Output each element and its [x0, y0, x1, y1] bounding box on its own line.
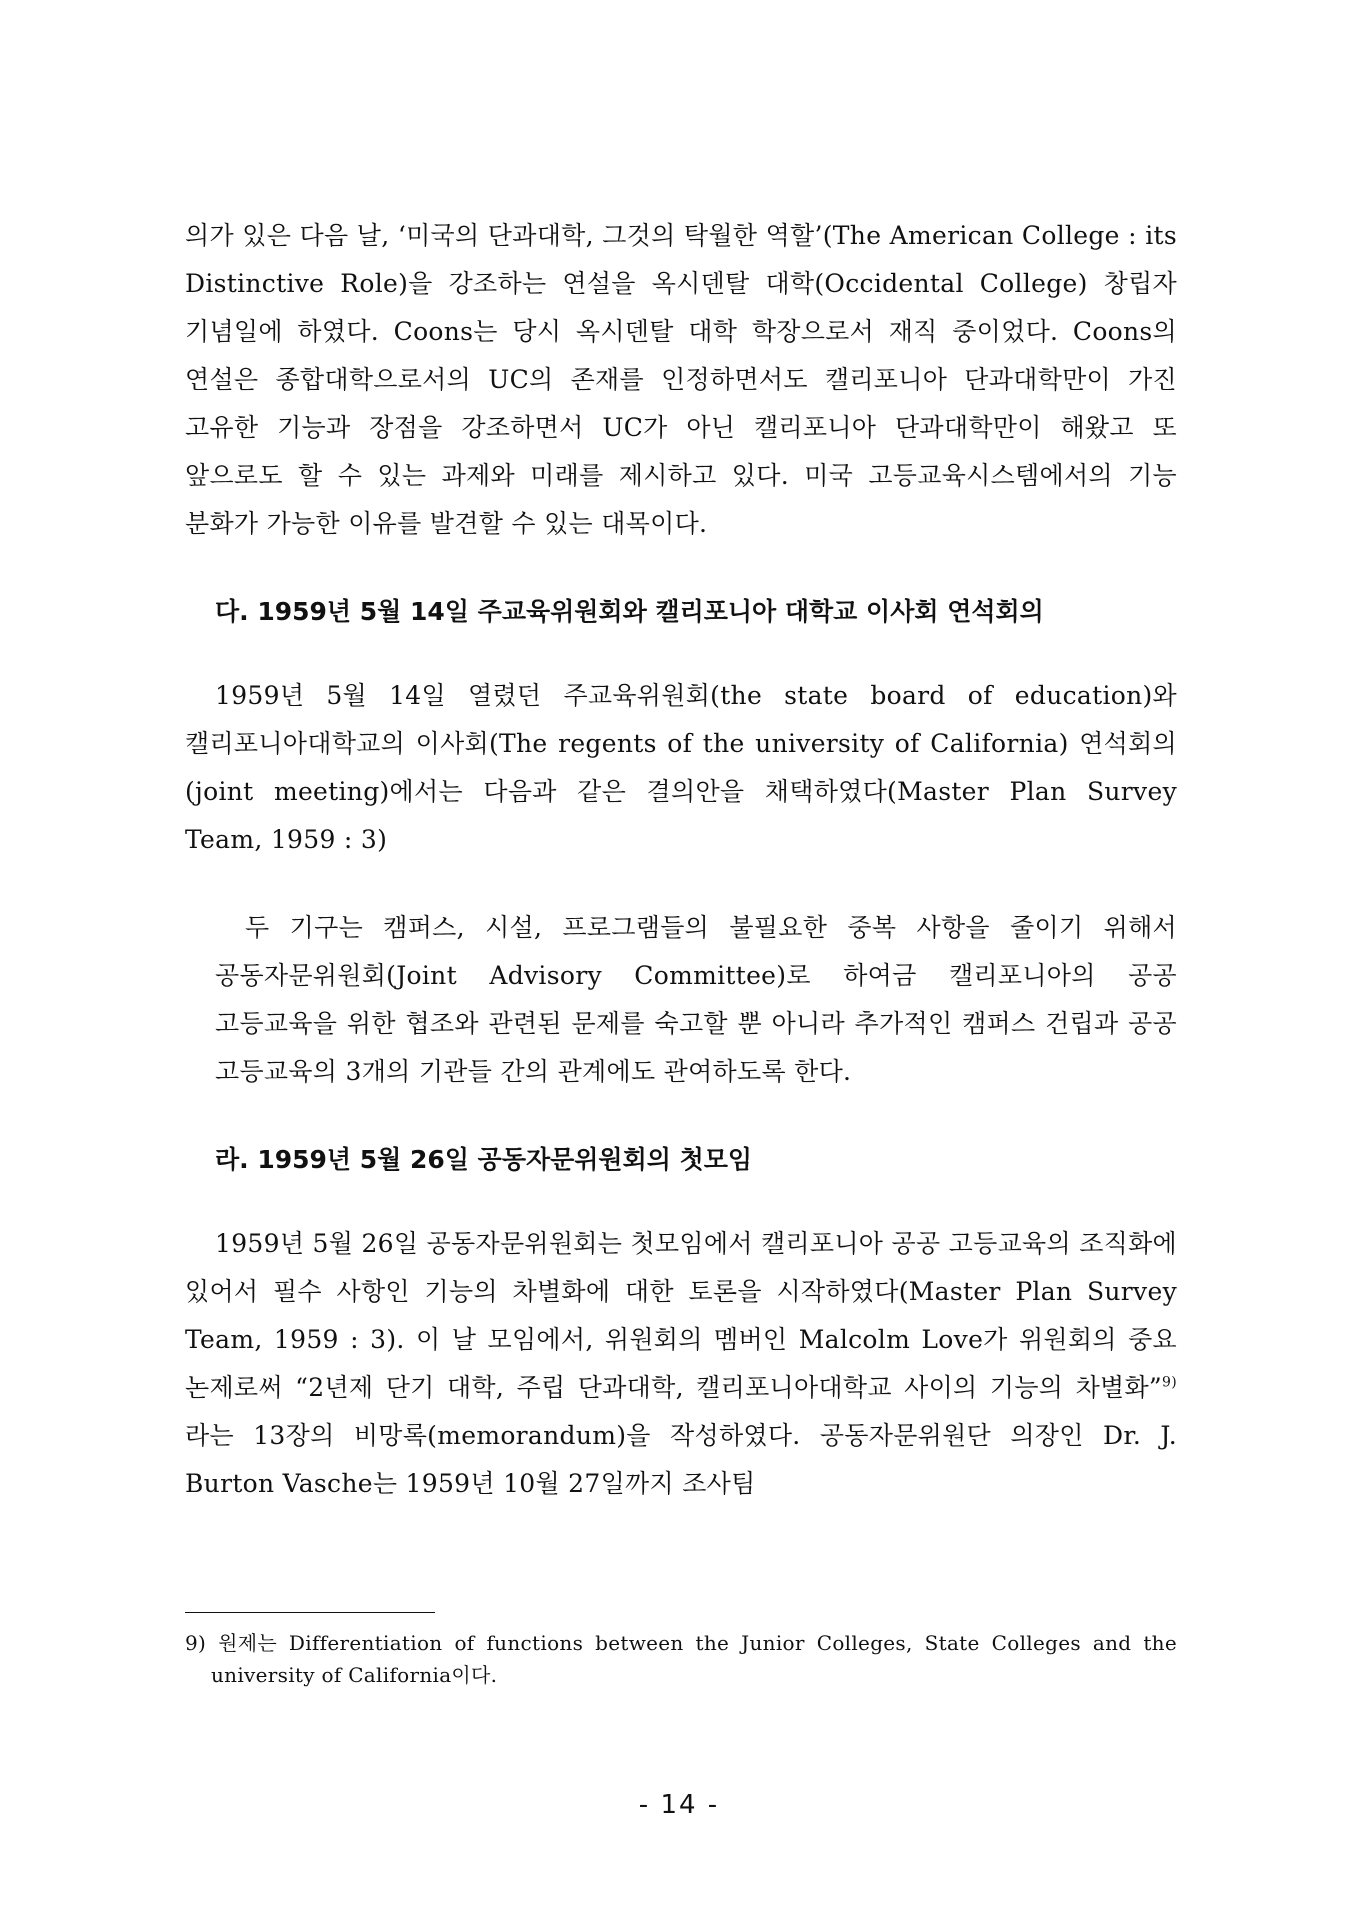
paragraph-first-meeting-text-cont: 라는 13장의 비망록(memorandum)을 작성하였다. 공동자문위원단 의장인 Dr. J. Burton Vasche는 1959년 10월 27일까지 조사팀 — [185, 1421, 1177, 1498]
page-number: - 14 - — [638, 1790, 720, 1820]
resolution-quote: 두 기구는 캠퍼스, 시설, 프로그램들의 불필요한 중복 사항을 줄이기 위해서 공동자문위원회(Joint Advisory Committee)로 하여금 캘리포니아의 공공 고등교육을 위한 협조와 관련된 문제를 숙고할 뿐 아니라 추가적인 캠퍼스 건립과 공공 고등교육의 3개의 기관들 간의 관계에도 관여하도록 한다. — [215, 913, 1177, 1086]
paragraph-first-meeting-text: 1959년 5월 26일 공동자문위원회는 첫모임에서 캘리포니아 공공 고등교육의 조직화에 있어서 필수 사항인 기능의 차별화에 대한 토론을 시작하였다(Master Plan Survey Team, 1959 : 3). 이 날 모임에서, 위원회의 멤버인 Malcolm Love가 위원회의 중요 논제로써 “2년제 단기 대학, 주립 단과대학, 캘리포니아대학교 사이의 기능의 차별화” — [185, 1229, 1177, 1402]
paragraph-first-meeting — [185, 1220, 1177, 1508]
footnote-divider — [185, 1612, 435, 1613]
section-heading-da: 다. 1959년 5월 14일 주교육위원회와 캘리포니아 대학교 이사회 연석회의 — [215, 597, 1044, 626]
section-heading-ra: 라. 1959년 5월 26일 공동자문위원회의 첫모임 — [215, 1145, 753, 1174]
body-text — [185, 212, 1177, 1508]
footnote-reference: 9) — [1162, 1374, 1177, 1391]
paragraph-joint-meeting: 1959년 5월 14일 열렸던 주교육위원회(the state board of education)와 캘리포니아대학교의 이사회(The regents of the university of California) 연석회의(joint meeting)에서는 다음과 같은 결의안을 채택하였다(Master Plan Survey Team, 1959 : 3) — [185, 681, 1177, 854]
footnote-9: 9) 원제는 Differentiation of functions between the Junior Colleges, State Colleges and the university of California이다. — [185, 1631, 1177, 1687]
paragraph-continued: 의가 있은 다음 날, ‘미국의 단과대학, 그것의 탁월한 역할’(The American College : its Distinctive Role)을 강조하는 연설을 옥시덴탈 대학(Occidental College) 창립자 기념일에 하였다. Coons는 당시 옥시덴탈 대학 학장으로서 재직 중이었다. Coons의 연설은 종합대학으로서의 UC의 존재를 인정하면서도 캘리포니아 단과대학만이 가진 고유한 기능과 장점을 강조하면서 UC가 아닌 캘리포니아 단과대학만이 해왔고 또 앞으로도 할 수 있는 과제와 미래를 제시하고 있다. 미국 고등교육시스템에서의 기능 분화가 가능한 이유를 발견할 수 있는 대목이다. — [185, 221, 1177, 538]
footnote-area — [185, 1612, 1177, 1691]
